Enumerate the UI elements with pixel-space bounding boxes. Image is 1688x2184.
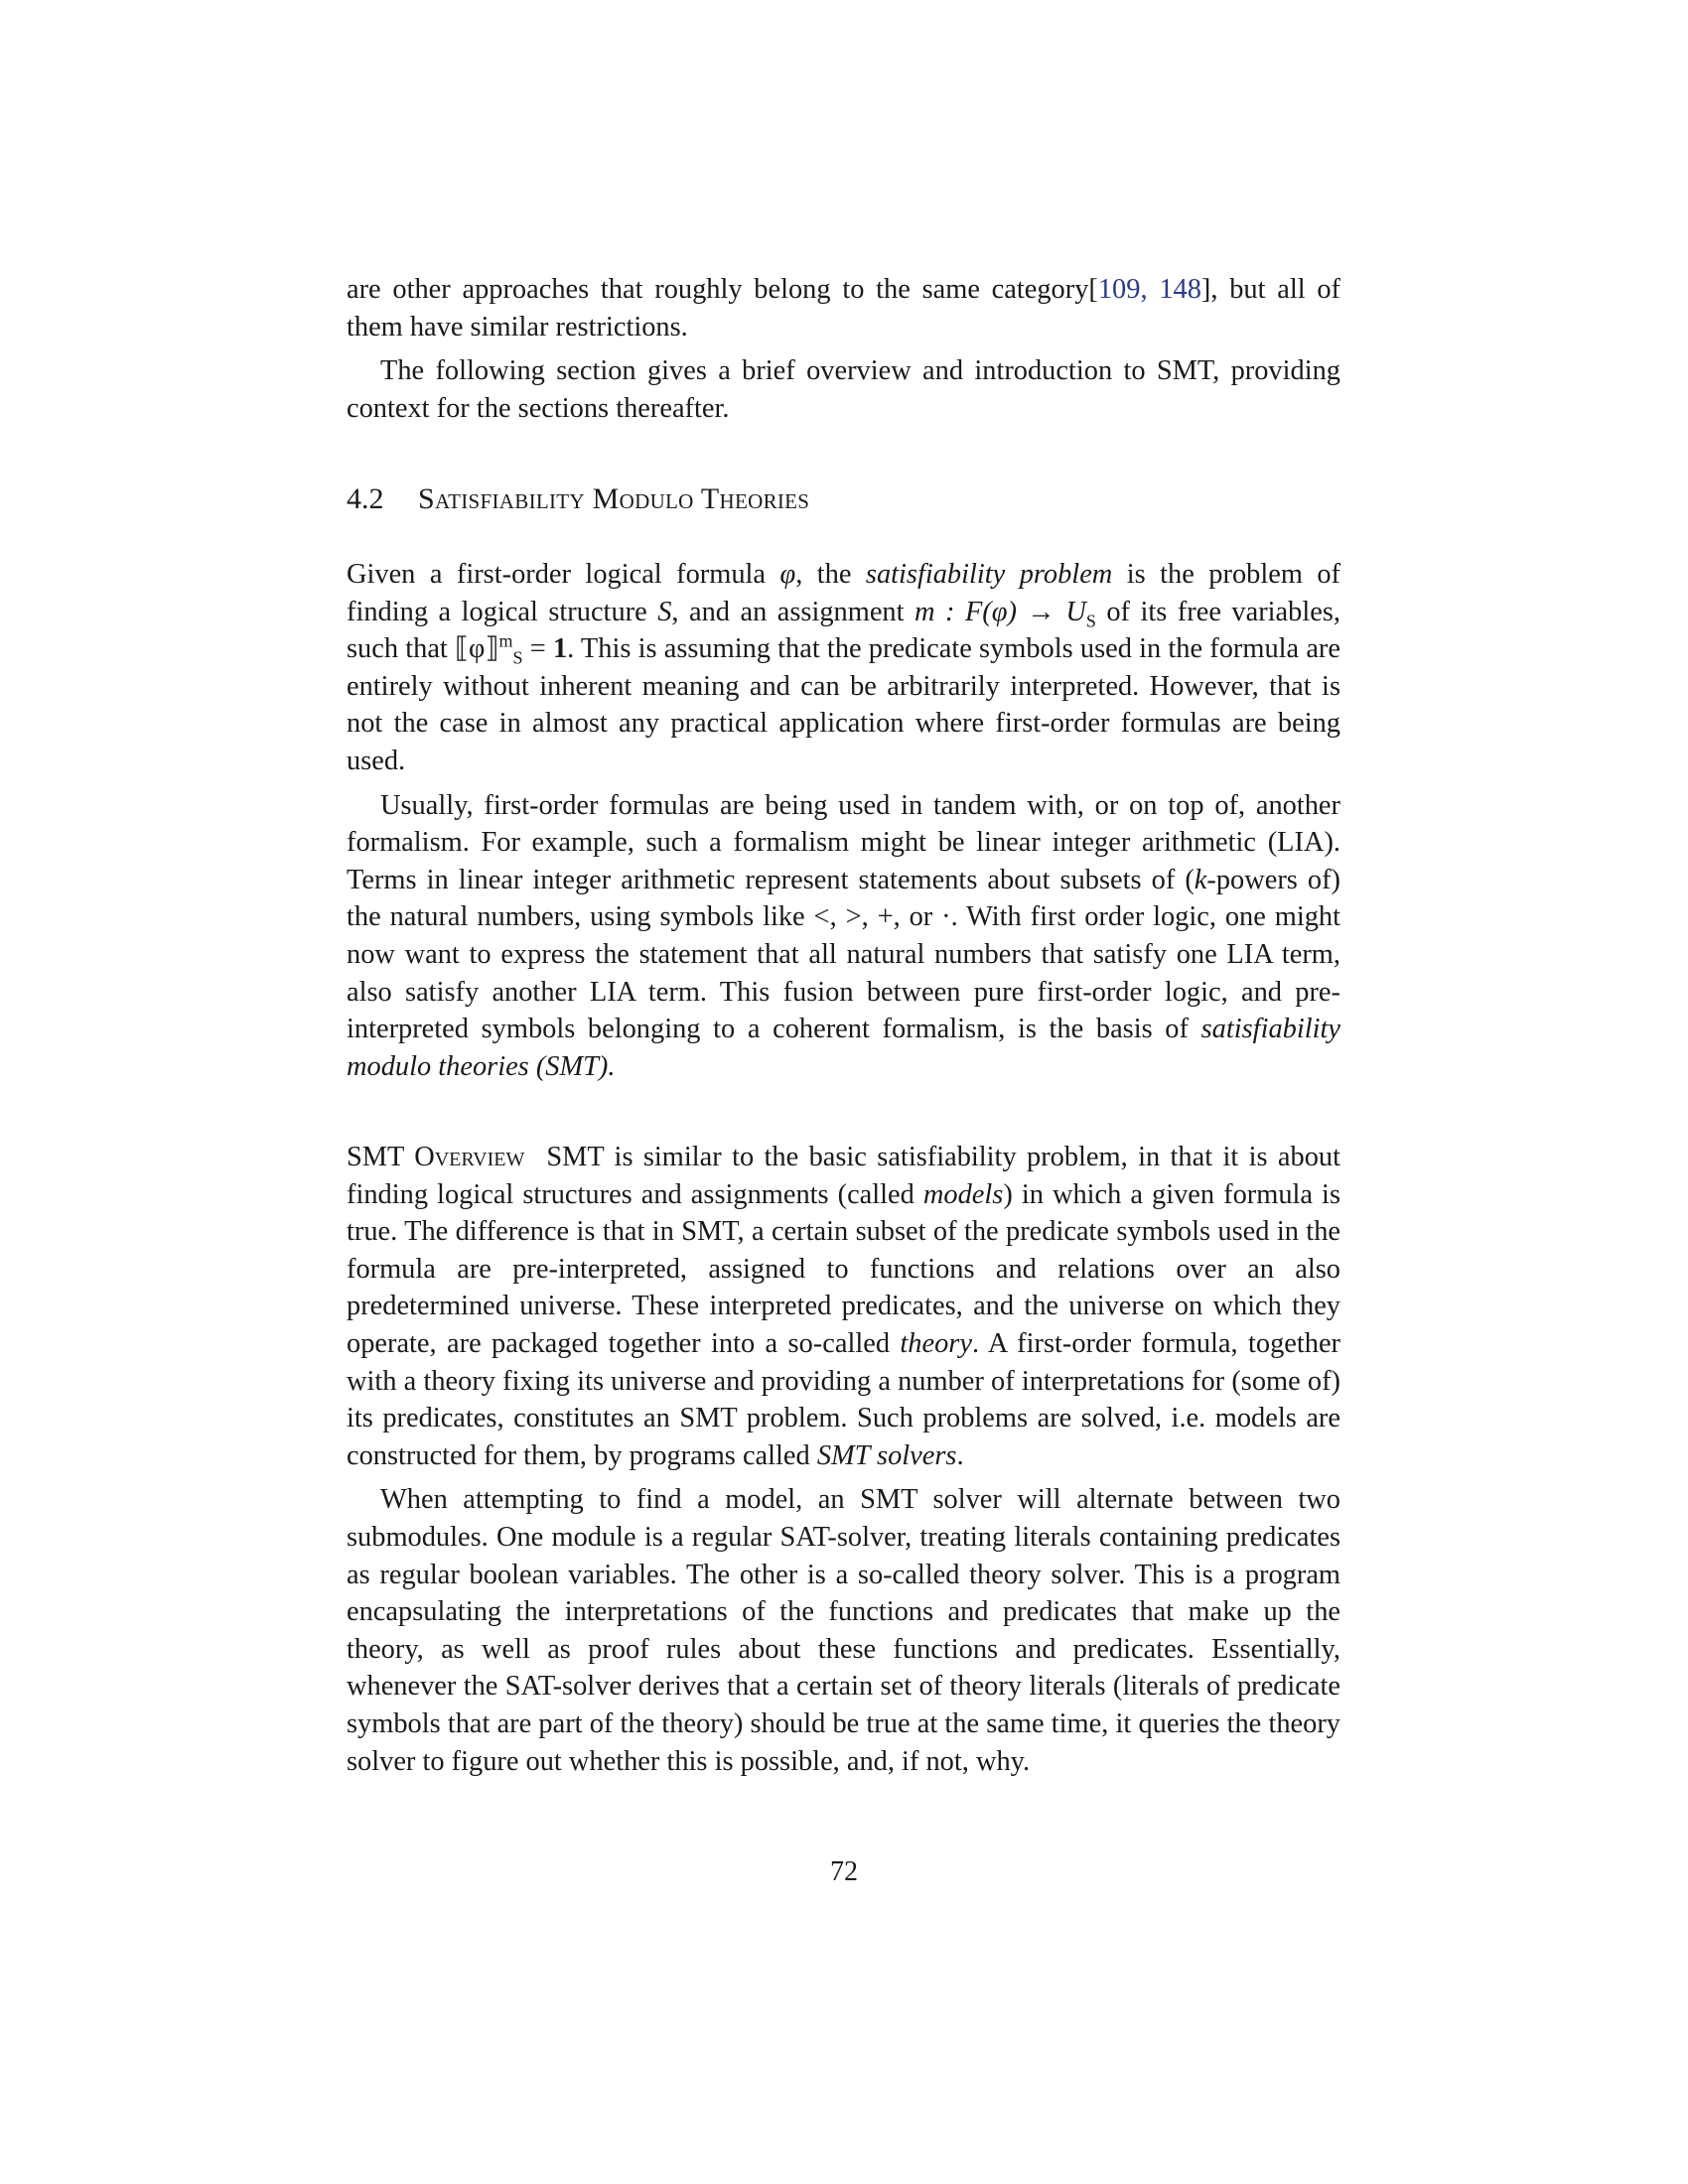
term-theory: theory	[900, 1327, 972, 1359]
math-phi: φ	[779, 559, 796, 590]
intro-paragraph-2: The following section gives a brief overview and introduction to SMT, providing context for the sections thereafter.	[347, 355, 1340, 424]
math-k: k	[1194, 864, 1207, 895]
paragraph-given: Given a first-order logical formula φ, the satisfiability problem is the problem of finding a logical structure S, and an assignment m : $F(\varphi) \to U_S$ of its free variables, such that ⟦φ⟧$^m_S$ = 1. This is assuming that the predicate symbols used in the formula are entirely without inherent meaning and can be arbitrarily interpreted. However, that is not the case in almost any practical application where first-order formulas are being used.	[347, 559, 1341, 776]
math-assignment: m : $F(\varphi) \to U_S$	[914, 596, 1096, 631]
overview-block	[347, 1139, 1340, 1780]
section-title: Satisfiability Modulo Theories	[418, 482, 810, 515]
intro-paragraph-1: are other approaches that roughly belong to the same category[109, 148], but all of them have similar restrictions.	[347, 274, 1341, 342]
math-structure-s: S	[657, 596, 672, 627]
citation-link-109[interactable]: 109	[1097, 274, 1141, 305]
main-block	[347, 556, 1340, 1085]
term-smt: satisfiability modulo theories (SMT).	[347, 1014, 1340, 1082]
term-satisfiability-problem: satisfiability problem	[865, 559, 1113, 590]
math-semantics: ⟦φ⟧$^m_S$ = 1	[455, 630, 568, 668]
section-heading	[347, 479, 809, 519]
paragraph-overview: SMT Overview SMT is similar to the basic satisfiability problem, in that it is about finding logical structures and assignments (called models) in which a given formula is true. The difference is that in SMT, a certain subset of the predicate symbols used in the formula are pre-interpreted, assigned to functions and relations over an also predetermined universe. These interpreted predicates, and the universe on which they operate, are packaged together into a so-called theory. A first-order formula, together with a theory fixing its universe and providing a number of interpretations for (some of) its predicates, constitutes an SMT problem. Such problems are solved, i.e. models are constructed for them, by programs called SMT solvers.	[347, 1142, 1340, 1471]
intro-block	[347, 271, 1340, 427]
term-smt-solvers: SMT solvers	[816, 1439, 957, 1471]
term-models: models	[922, 1178, 1004, 1210]
section-number: 4.2	[347, 482, 384, 515]
citation-link-148[interactable]: 148	[1159, 274, 1201, 305]
page-number: 72	[830, 1856, 858, 1887]
paragraph-usually: Usually, first-order formulas are being used in tandem with, or on top of, another formalism. For example, such a formalism might be linear integer arithmetic (LIA). Terms in linear integer arithmetic represent statements about subsets of (k-powers of) the natural numbers, using symbols like <, >, +, or ·. With first order logic, one might now want to express the statement that all natural numbers that satisfy one LIA term, also satisfy another LIA term. This fusion between pure first-order logic, and pre-interpreted symbols belonging to a coherent formalism, is the basis of satisfiability modulo theories (SMT).	[347, 789, 1340, 1082]
paragraph-when: When attempting to find a model, an SMT solver will alternate between two submodules. One module is a regular SAT-solver, treating literals containing predicates as regular boolean variables. The other is a so-called theory solver. This is a program encapsulating the interpretations of the functions and predicates that make up the theory, as well as proof rules about these functions and predicates. Essentially, whenever the SAT-solver derives that a certain set of theory literals (literals of predicate symbols that are part of the theory) should be true at the same time, it queries the theory solver to figure out whether this is possible, and, if not, why.	[347, 1484, 1340, 1777]
runin-heading: SMT Overview	[347, 1142, 525, 1172]
